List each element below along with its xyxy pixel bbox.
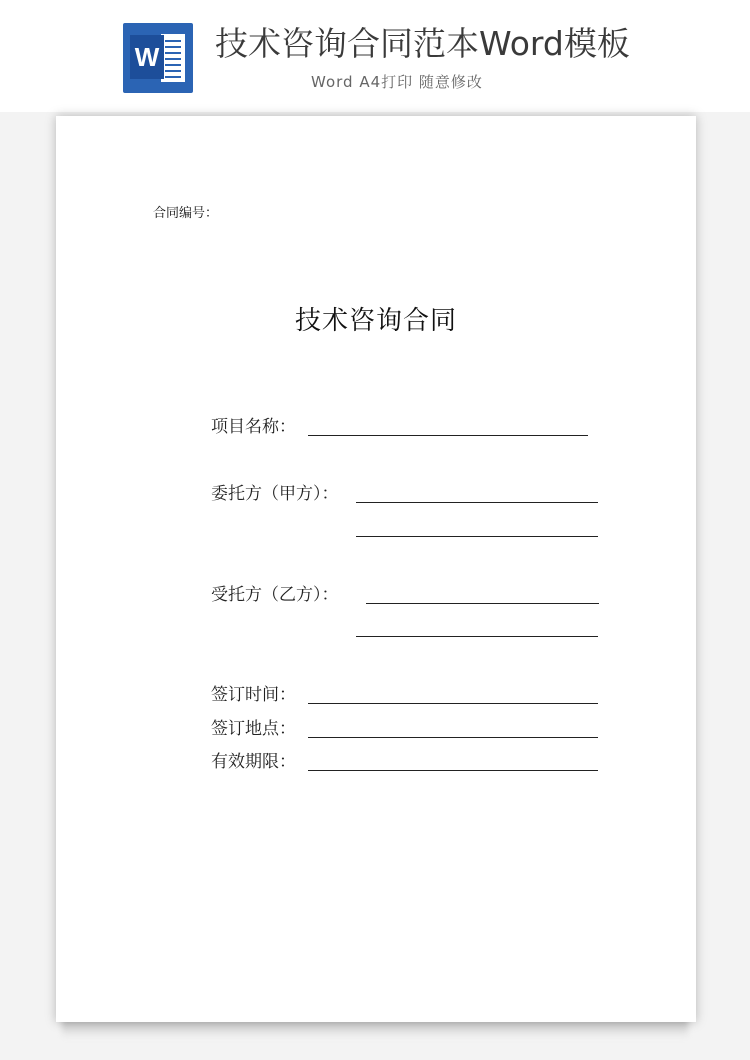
field-line-signing-place[interactable] [308, 737, 598, 738]
word-icon [123, 23, 193, 93]
field-label-project-name: 项目名称： [211, 417, 296, 437]
field-label-client: 委托方（甲方）： [211, 484, 339, 504]
field-label-signing-date: 签订时间： [211, 685, 296, 705]
banner-title: 技术咨询合同范本Word模板 [215, 24, 630, 63]
field-label-validity-period: 有效期限： [211, 752, 296, 772]
banner-subtitle: Word A4打印 随意修改 [311, 73, 483, 91]
field-line-validity-period[interactable] [308, 770, 598, 771]
field-line-signing-date[interactable] [308, 703, 598, 704]
document-lines-graphic [161, 34, 185, 82]
document-page [56, 116, 696, 1022]
contract-number-label: 合同编号： [153, 205, 219, 220]
document-title: 技术咨询合同 [294, 305, 457, 335]
field-line-consultant-1[interactable] [366, 603, 599, 604]
field-line-client-1[interactable] [356, 502, 598, 503]
field-line-consultant-2[interactable] [356, 636, 598, 637]
word-logo-letter: W [130, 35, 164, 79]
field-line-project-name[interactable] [308, 435, 588, 436]
banner-header [0, 0, 750, 112]
field-label-consultant: 受托方（乙方）： [211, 585, 339, 605]
field-line-client-2[interactable] [356, 536, 598, 537]
field-label-signing-place: 签订地点： [211, 719, 296, 739]
